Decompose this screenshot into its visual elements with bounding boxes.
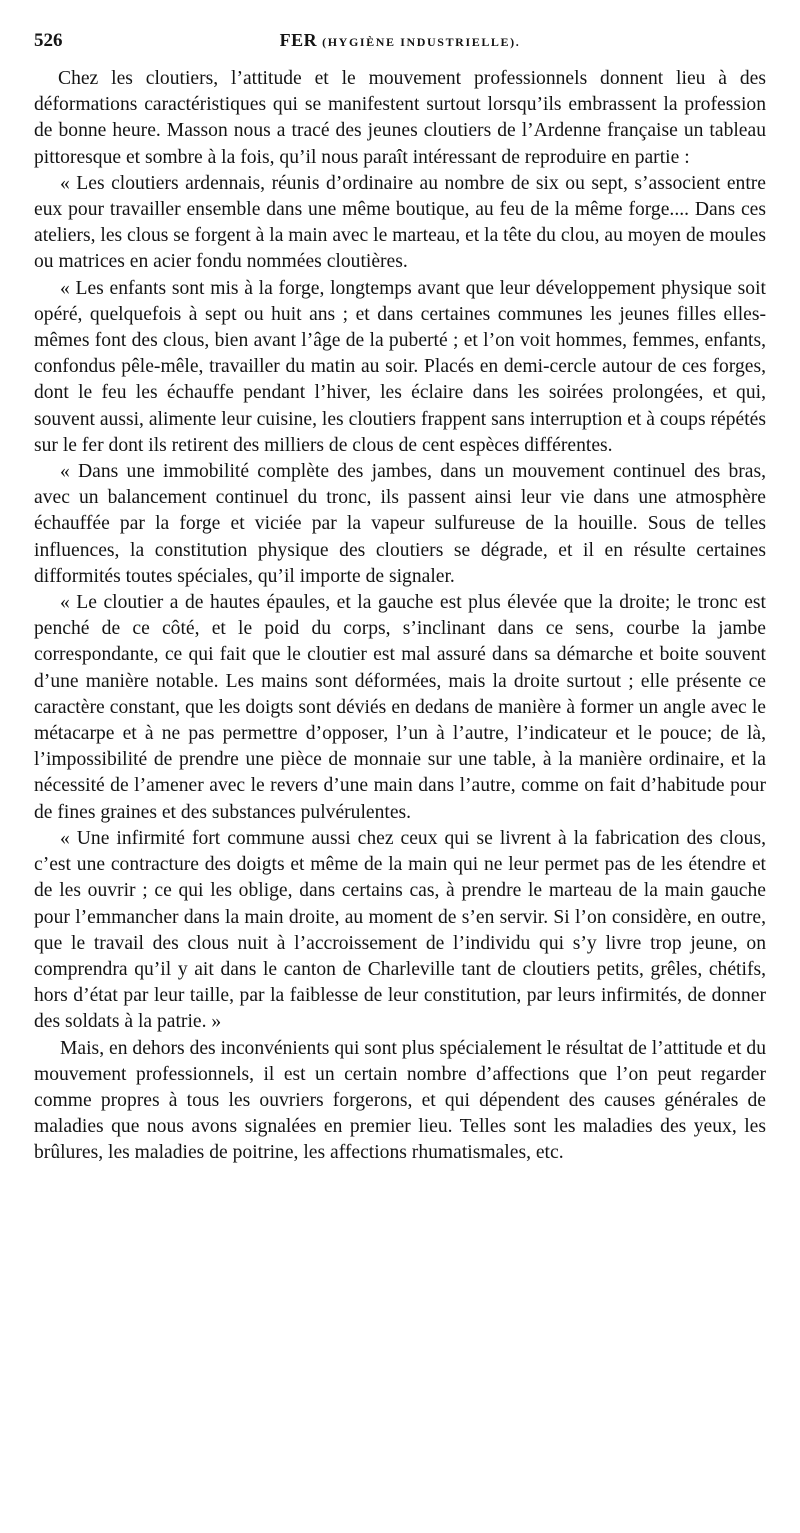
paragraph: Chez les cloutiers, l’attitude et le mouvement professionnels donnent lieu à des déformations caractéristiques qui se manifestent surtout lorsqu’ils embrassent la profession de bonne heure. Masson nous a tracé des jeunes cloutiers de l’Ardenne française un tableau pittoresque et sombre à la fois, qu’il nous paraît intéressant de reproduire en partie :	[34, 68, 766, 168]
page-number: 526	[34, 30, 63, 51]
running-title	[34, 30, 766, 51]
paragraph: « Une infirmité fort commune aussi chez ceux qui se livrent à la fabrication des clous, c’est une contracture des doigts et même de la main qui ne leur permet pas de les étendre et de les ouvrir ; ce qui les oblige, dans certains cas, à prendre le marteau de la main gauche pour l’emmancher dans la main droite, au moment de s’en servir. Si l’on considère, en outre, que le travail des clous nuit à l’accroissement de l’individu qui s’y livre trop jeune, on comprendra qu’il y ait dans le canton de Charleville tant de cloutiers petits, grêles, chétifs, hors d’état par leur taille, par la faiblesse de leur constitution, par leurs infirmités, de donner des soldats à la patrie. »	[34, 827, 766, 1033]
paragraph: « Les cloutiers ardennais, réunis d’ordinaire au nombre de six ou sept, s’associent entre eux pour travailler ensemble dans une même boutique, au feu de la même forge.... Dans ces ateliers, les clous se forgent à la main avec le marteau, et la tête du clou, au moyen de moules ou matrices en acier fondu nommées cloutières.	[34, 172, 766, 273]
paragraph: Mais, en dehors des inconvénients qui sont plus spécialement le résultat de l’attitude et du mouvement professionnels, il est un certain nombre d’affections que l’on peut regarder comme propres à tous les ouvriers forgerons, et qui dépendent des causes générales de maladies que nous avons signalées en premier lieu. Telles sont les maladies des yeux, les brûlures, les maladies de poitrine, les affections rhumatismales, etc.	[34, 1037, 766, 1164]
running-title-main: FER	[279, 30, 318, 50]
page-header	[34, 28, 766, 60]
paragraph: « Dans une immobilité complète des jambes, dans un mouvement continuel des bras, avec un balancement continuel du tronc, ils passent ainsi leur vie dans une atmosphère échauffée par la forge et viciée par la vapeur sulfureuse de la houille. Sous de telles influences, la constitution physique des cloutiers se dégrade, et il en résulte certaines difformités toutes spéciales, qu’il importe de signaler.	[34, 461, 766, 587]
paragraph: « Le cloutier a de hautes épaules, et la gauche est plus élevée que la droite; le tronc est penché de ce côté, et le poid du corps, s’inclinant dans ce sens, courbe la jambe correspondante, ce qui fait que le cloutier est mal assuré dans sa démarche et boite souvent d’une manière notable. Les mains sont déformées, mais la droite surtout ; elle présente ce caractère constant, que les doigts sont déviés en dedans de manière à former un angle avec le métacarpe et à ne pas permettre d’opposer, l’un à l’autre, l’indicateur et le pouce; de là, l’impossibilité de prendre une pièce de monnaie sur une table, à la manière ordinaire, et la nécessité de l’amener avec le revers d’une main dans l’autre, comme on fait d’habitude pour de fines graines et des substances pulvérulentes.	[34, 592, 766, 823]
body-text	[34, 66, 766, 1167]
paragraph: « Les enfants sont mis à la forge, longtemps avant que leur développement physique soit opéré, quelquefois à sept ou huit ans ; et dans certaines communes les jeunes filles elles-mêmes font des clous, bien avant l’âge de la puberté ; et l’on voit hommes, femmes, enfants, confondus pêle-mêle, travailler du matin au soir. Placés en demi-cercle autour de ces forges, dont le feu les échauffe pendant l’hiver, les éclaire dans les soirées prolongées, et qui, souvent aussi, alimente leur cuisine, les cloutiers frappent sans interruption et à coups répétés sur le fer dont ils retirent des milliers de clous de cent espèces différentes.	[34, 277, 766, 456]
running-title-sub: (HYGIÈNE INDUSTRIELLE).	[322, 35, 521, 49]
document-page	[34, 28, 766, 1167]
